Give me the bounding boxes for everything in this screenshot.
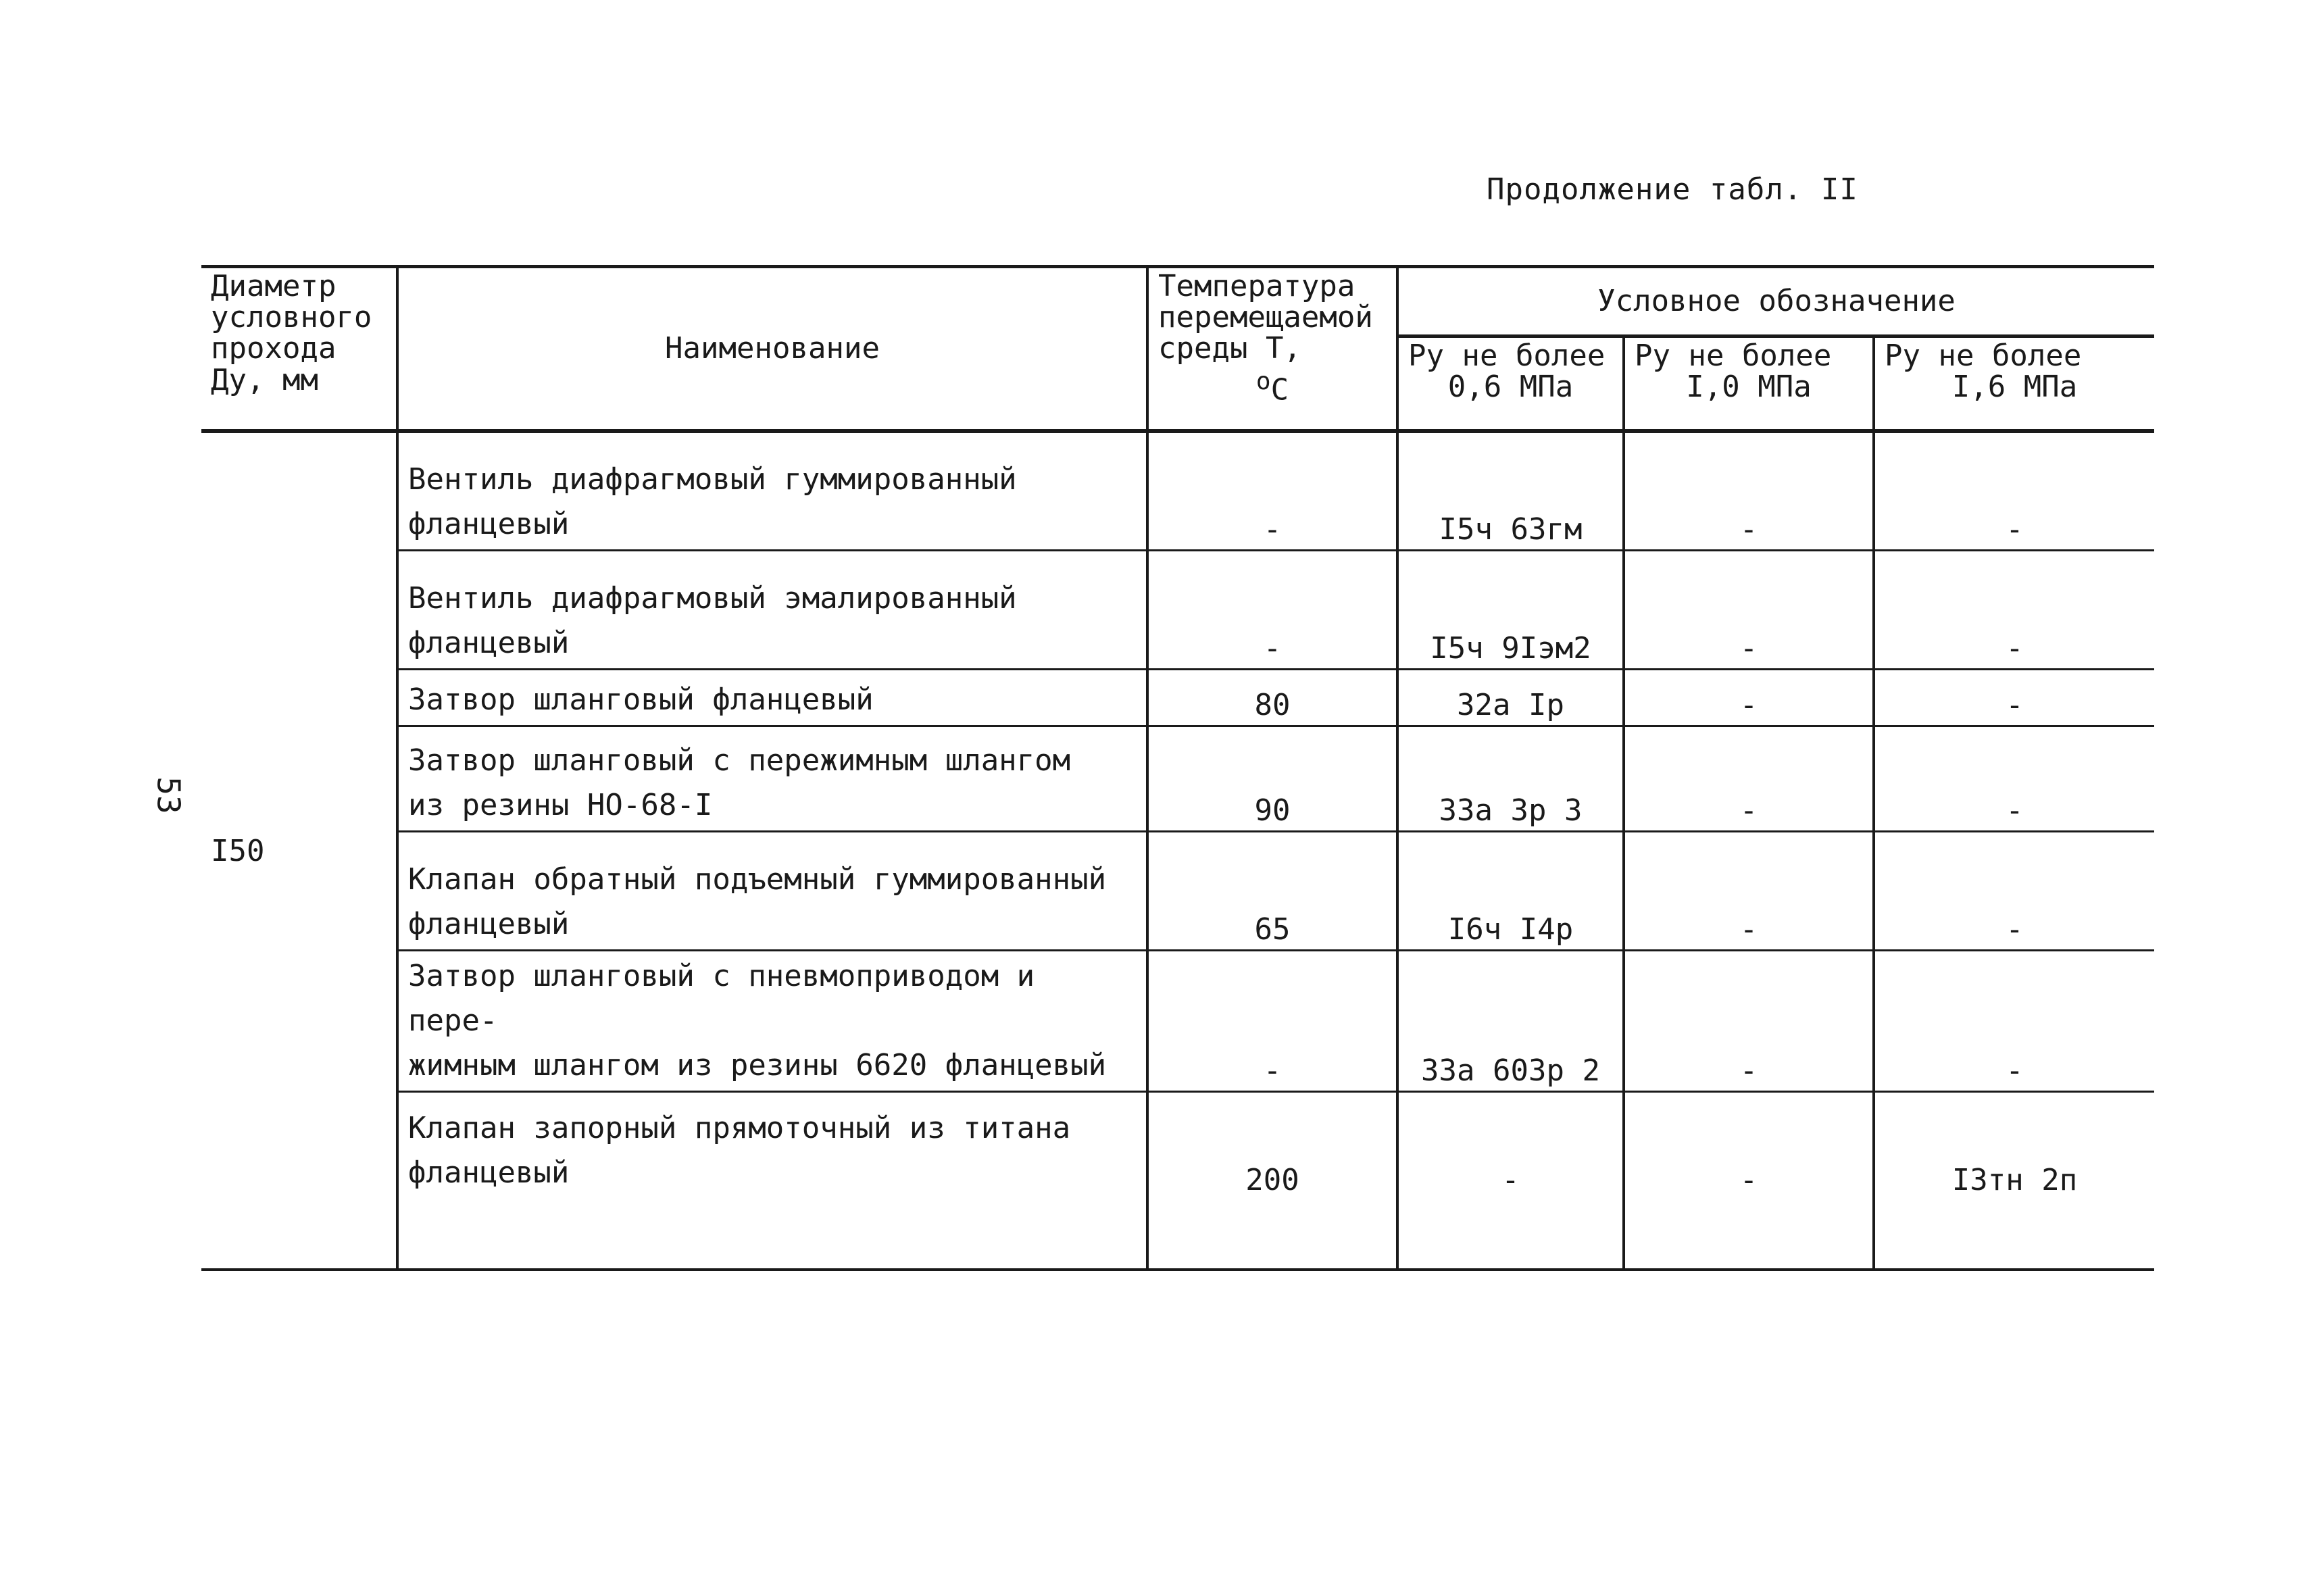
table-row xyxy=(201,1091,2154,1270)
row-temp: - xyxy=(1147,550,1397,669)
table-row xyxy=(201,550,2154,669)
header-p10-line: Ру не более xyxy=(1635,339,1832,373)
row-name-line: жимным шлангом из резины 6620 фланцевый xyxy=(408,1047,1107,1082)
header-p06-line: Ру не более xyxy=(1408,339,1605,373)
row-p06: 33а 3р 3 xyxy=(1397,726,1624,831)
row-name-line: фланцевый xyxy=(408,506,570,541)
header-p06-line: 0,6 МПа xyxy=(1447,370,1574,405)
table-row xyxy=(201,726,2154,831)
row-temp: 90 xyxy=(1147,726,1397,831)
row-name-line: фланцевый xyxy=(408,625,570,660)
header-p10-line: I,0 МПа xyxy=(1686,370,1812,405)
row-name-line: Затвор шланговый с пережимным шлангом xyxy=(408,743,1071,778)
table-row xyxy=(201,431,2154,550)
row-name-line: Вентиль диафрагмовый эмалированный xyxy=(408,580,1017,616)
header-p10 xyxy=(1624,336,1874,432)
row-name xyxy=(397,669,1147,726)
row-temp: - xyxy=(1147,950,1397,1091)
row-p06: 32а Iр xyxy=(1397,669,1624,726)
row-name-line: Клапан запорный прямоточный из титана xyxy=(408,1110,1071,1145)
header-temp-line: среды Т, xyxy=(1158,331,1301,366)
row-name-line: Затвор шланговый фланцевый xyxy=(408,682,874,717)
header-temp-line: Температура xyxy=(1158,269,1355,303)
row-name xyxy=(397,1091,1147,1270)
row-p06: 33а 603р 2 xyxy=(1397,950,1624,1091)
row-name xyxy=(397,950,1147,1091)
header-p16 xyxy=(1874,336,2154,432)
row-p06: I5ч 63гм xyxy=(1397,431,1624,550)
row-p16: - xyxy=(1874,950,2154,1091)
dn-value-text: I50 xyxy=(211,833,265,868)
row-p10: - xyxy=(1624,431,1874,550)
row-p06: I6ч I4р xyxy=(1397,831,1624,950)
header-designation-group xyxy=(1397,267,2154,336)
row-temp: 65 xyxy=(1147,831,1397,950)
row-name xyxy=(397,831,1147,950)
header-p16-line: Ру не более xyxy=(1885,339,2082,373)
row-p06: - xyxy=(1397,1091,1624,1270)
row-p16: I3тн 2п xyxy=(1874,1091,2154,1270)
dn-value xyxy=(201,431,397,1270)
row-p16: - xyxy=(1874,431,2154,550)
header-temp-unit-sup: о xyxy=(1255,367,1271,395)
header-temp xyxy=(1147,267,1397,432)
row-name-line: Вентиль диафрагмовый гуммированный xyxy=(408,462,1017,497)
row-name-line: Затвор шланговый с пневмоприводом и пере- xyxy=(408,958,1035,1038)
table-row xyxy=(201,669,2154,726)
table-row xyxy=(201,950,2154,1091)
header-name-label: Наименование xyxy=(665,330,880,366)
row-temp: 200 xyxy=(1147,1091,1397,1270)
header-name xyxy=(397,267,1147,432)
row-temp: 80 xyxy=(1147,669,1397,726)
header-row-1 xyxy=(201,267,2154,336)
row-name xyxy=(397,431,1147,550)
header-temp-unit-letter: С xyxy=(1270,372,1289,407)
header-temp-line: перемещаемой xyxy=(1158,300,1373,335)
row-p10: - xyxy=(1624,726,1874,831)
row-p16: - xyxy=(1874,669,2154,726)
header-dn-line: Диаметр xyxy=(211,269,337,303)
row-name-line: фланцевый xyxy=(408,906,570,941)
row-p10: - xyxy=(1624,950,1874,1091)
header-dn-line: прохода xyxy=(211,331,337,366)
row-temp: - xyxy=(1147,431,1397,550)
row-name xyxy=(397,550,1147,669)
row-p10: - xyxy=(1624,669,1874,726)
page-number: 53 xyxy=(150,776,187,814)
row-p16: - xyxy=(1874,726,2154,831)
row-p06: I5ч 9Iэм2 xyxy=(1397,550,1624,669)
header-dn-line: условного xyxy=(211,300,372,335)
row-name xyxy=(397,726,1147,831)
header-temp-unit xyxy=(1158,365,1387,406)
header-dn-line: Ду, мм xyxy=(211,362,318,397)
table-caption: Продолжение табл. II xyxy=(1487,172,1858,207)
row-p10: - xyxy=(1624,831,1874,950)
row-name-line: Клапан обратный подъемный гуммированный xyxy=(408,862,1107,897)
valves-table xyxy=(201,265,2154,1271)
header-dn xyxy=(201,267,397,432)
header-p16-line: I,6 МПа xyxy=(1951,370,2078,405)
row-p16: - xyxy=(1874,550,2154,669)
row-p10: - xyxy=(1624,550,1874,669)
row-p16: - xyxy=(1874,831,2154,950)
row-p10: - xyxy=(1624,1091,1874,1270)
row-name-line: фланцевый xyxy=(408,1155,570,1190)
table-row xyxy=(201,831,2154,950)
header-p06 xyxy=(1397,336,1624,432)
header-group-label: Условное обозначение xyxy=(1597,283,1956,318)
row-name-line: из резины НО-68-I xyxy=(408,787,713,822)
